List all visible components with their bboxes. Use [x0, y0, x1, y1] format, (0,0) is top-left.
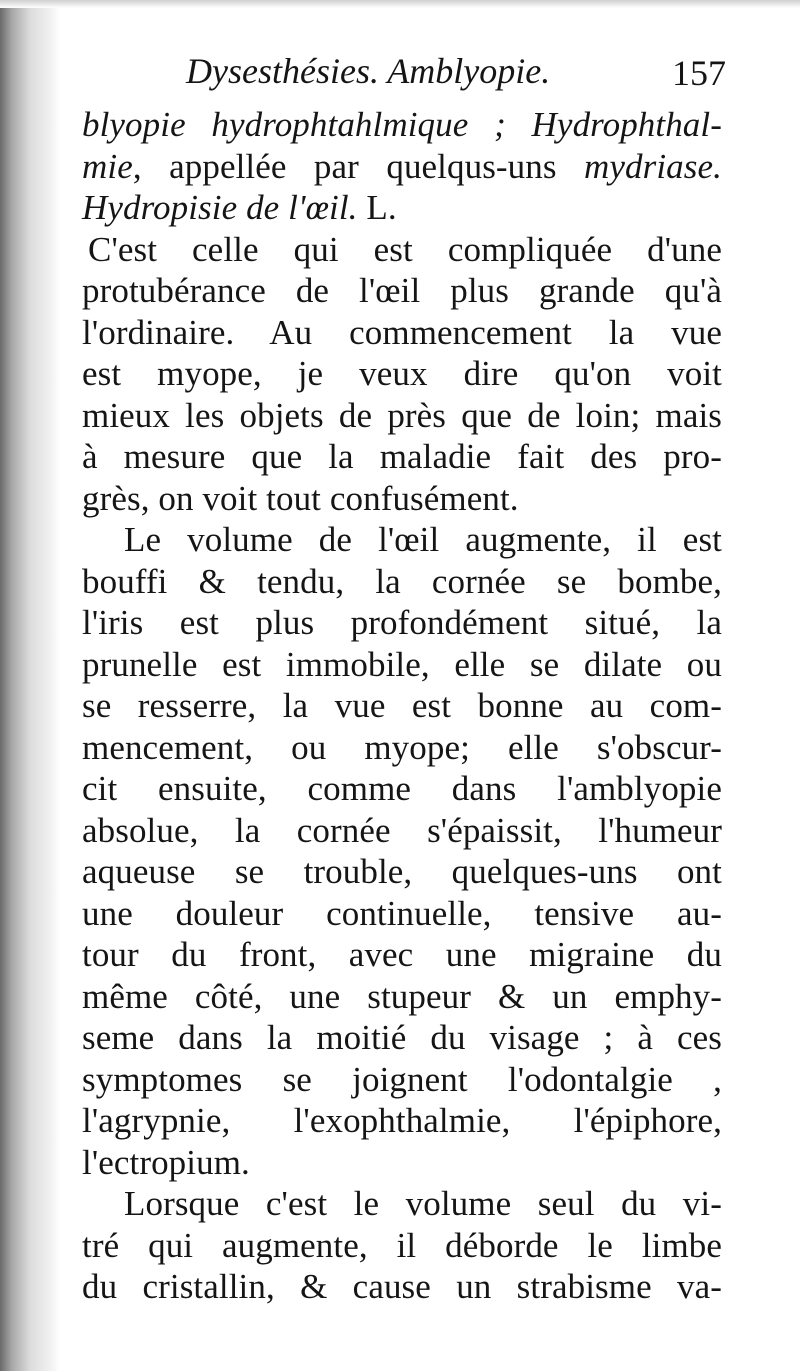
- text-segment: L.: [357, 188, 397, 227]
- text-line: [82, 851, 722, 893]
- text-line: [82, 1100, 722, 1142]
- text-line: [82, 768, 722, 810]
- text-line: [82, 1142, 722, 1184]
- text-segment: aqueuse se trouble, quelques-uns ont: [82, 852, 722, 891]
- text-line: [82, 1225, 722, 1267]
- text-line: [82, 934, 722, 976]
- text-segment: tré qui augmente, il déborde le limbe: [82, 1225, 722, 1265]
- text-segment: mieux les objets de près que de loin; mais: [82, 395, 722, 435]
- body-text: [82, 104, 722, 1308]
- text-line: [82, 187, 722, 229]
- text-line: [82, 312, 722, 354]
- text-line: [82, 561, 722, 603]
- text-line: [82, 478, 722, 520]
- text-segment: tour du front, avec une migraine du: [82, 935, 722, 974]
- text-segment: C'est celle qui est compliquée d'une: [88, 229, 722, 269]
- text-line: [82, 519, 722, 561]
- italic-text: mie: [82, 146, 133, 186]
- italic-text: blyopie hydrophtahlmique ; Hydrophthal-: [82, 105, 722, 144]
- text-segment: l'ordinaire. Au commencement la vue: [82, 312, 722, 352]
- text-segment: même côté, une stupeur & un emphy-: [82, 976, 722, 1016]
- text-line: [82, 685, 722, 727]
- text-segment: Lorsque c'est le volume seul du vi-: [124, 1184, 722, 1223]
- text-line: [82, 893, 722, 935]
- text-line: [82, 436, 722, 478]
- text-segment: grès, on voit tout confusément.: [82, 478, 519, 518]
- text-line: [82, 395, 722, 437]
- text-segment: l'agrypnie, l'exophthalmie, l'épiphore,: [82, 1101, 722, 1140]
- text-line: [82, 1266, 722, 1308]
- text-segment: prunelle est immobile, elle se dilate ou: [82, 644, 722, 684]
- text-line: [82, 1059, 722, 1101]
- text-line: [82, 229, 722, 271]
- text-line: [82, 602, 722, 644]
- text-segment: se resserre, la vue est bonne au com-: [82, 686, 722, 725]
- text-line: [82, 1183, 722, 1225]
- text-segment: l'ectropium.: [82, 1142, 250, 1182]
- text-segment: est myope, je veux dire qu'on voit: [82, 354, 722, 393]
- italic-text: Hydropisie de l'œil.: [82, 188, 358, 227]
- text-segment: à mesure que la maladie fait des pro-: [82, 437, 722, 476]
- text-segment: l'iris est plus profondément situé, la: [82, 603, 722, 642]
- text-line: [82, 1017, 722, 1059]
- page-top-edge: [0, 0, 800, 8]
- scan-gutter-shadow: [0, 0, 60, 1371]
- text-segment: , appellée par quelqus-uns: [132, 146, 585, 186]
- italic-text: mydriase.: [584, 146, 722, 186]
- text-line: [82, 270, 722, 312]
- text-segment: protubérance de l'œil plus grande qu'à: [82, 271, 722, 310]
- page-number: 157: [672, 53, 726, 93]
- text-segment: mencement, ou myope; elle s'obscur-: [82, 727, 722, 767]
- text-segment: bouffi & tendu, la cornée se bombe,: [82, 561, 722, 601]
- text-line: [82, 104, 722, 146]
- text-segment: Le volume de l'œil augmente, il est: [124, 520, 722, 559]
- running-title: Dysesthésies. Amblyopie.: [186, 51, 551, 91]
- text-line: [82, 146, 722, 188]
- book-page: [82, 50, 726, 1308]
- text-segment: une douleur continuelle, tensive au-: [82, 893, 722, 933]
- text-line: [82, 976, 722, 1018]
- text-segment: seme dans la moitié du visage ; à ces: [82, 1018, 722, 1057]
- text-line: [82, 644, 722, 686]
- running-head: [82, 50, 726, 102]
- text-line: [82, 353, 722, 395]
- text-segment: du cristallin, & cause un strabisme va-: [82, 1267, 722, 1306]
- text-segment: absolue, la cornée s'épaissit, l'humeur: [82, 810, 722, 850]
- text-segment: cit ensuite, comme dans l'amblyopie: [82, 769, 722, 808]
- text-line: [82, 810, 722, 852]
- text-line: [82, 727, 722, 769]
- text-segment: symptomes se joignent l'odontalgie ,: [82, 1059, 722, 1099]
